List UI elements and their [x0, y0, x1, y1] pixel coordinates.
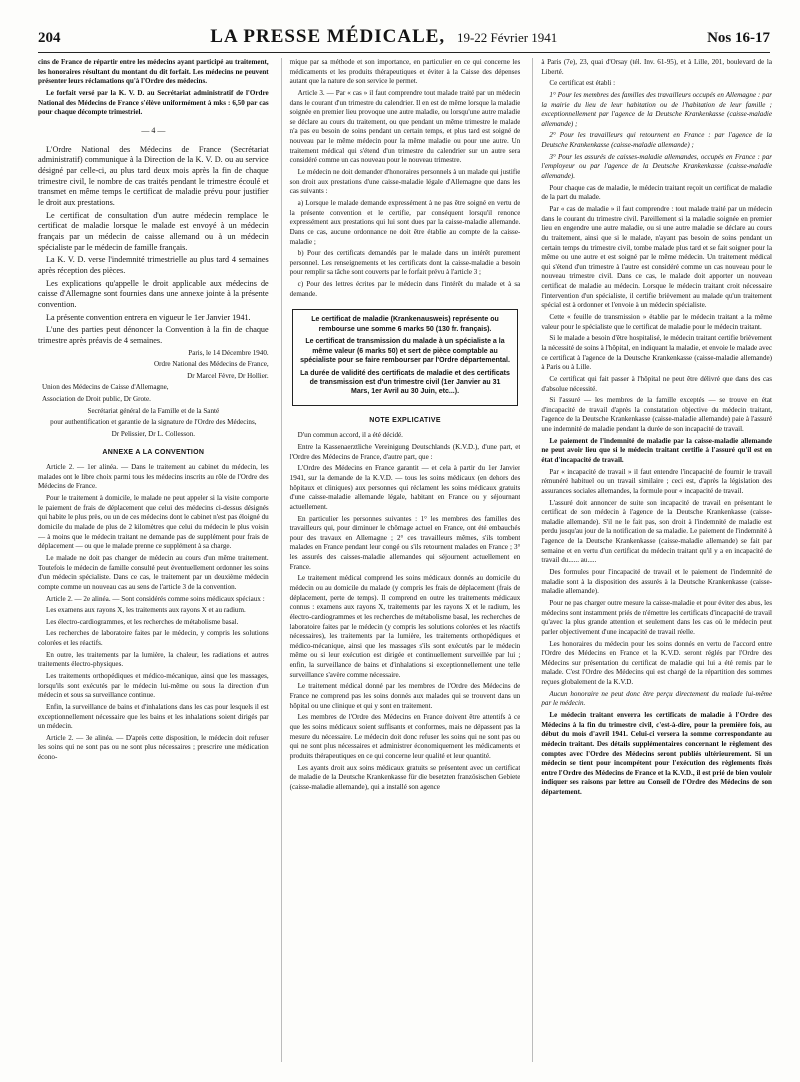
- box-line: La durée de validité des certificats de maladie et des certificats de transmission est d'un trimestre civil (1er Janvier au 31 Mars, 1er Avril au 30 Juin, etc...).: [300, 369, 510, 396]
- paragraph: Les électro-cardiogrammes, et les recherches de métabolisme basal.: [46, 617, 239, 626]
- paragraph: à Paris (7e), 23, quai d'Orsay (tél. Inv. 61-95), et à Lille, 201, boulevard de la Liberté.: [541, 58, 773, 76]
- paragraph: Article 2. — 1er alinéa. — Dans le traitement au cabinet du médecin, les malades ont le libre choix parmi tous les médecins inscrits au rôle de l'Ordre des Médecins de France.: [38, 463, 269, 491]
- paragraph: Pour le traitement à domicile, le malade ne peut appeler si la visite comporte le paiement de frais de déplacement que celui des médecins ci-dessus désignés qui habite le plus près, ou un de ces médecins dont le cabinet n'est pas éloigné du domicile du malade de plus de 2 kilomètres que celui du médecin le plus voisin — à moins que le médecin traitant ne demande pas de supplément pour frais de déplacement — ou que le malade prenne ce supplément à sa charge.: [38, 494, 269, 551]
- paragraph: Le malade ne doit pas changer de médecin au cours d'un même traitement. Toutefois le médecin de famille consulté peut éventuellement ordonner les soins d'un médecin spécialiste. Dans ce cas, le traitement par un deuxième médecin compte comme un nouveau cas au sens de l'article 3 de la convention.: [38, 553, 269, 591]
- paragraph: L'Ordre des Médecins en France garantit — et cela à partir du 1er Janvier 1941, sur la demande de la K.V.D. — tous les soins médicaux (en dehors des hôpitaux et cliniques) aux personnes qui réclament les soins médicaux gratuits d'une caisse-maladie allemande légale, habitant en France ou y séjournant actuellement.: [289, 464, 521, 511]
- column-2: [281, 58, 521, 1062]
- paragraph: Les traitements orthopédiques et médico-mécanique, ainsi que les massages, lorsqu'ils sont exécutés par le médecin lui-même ou sous la direction d'un médecin et sous sa surveillance continue.: [38, 671, 269, 700]
- note-heading: NOTE EXPLICATIVE: [369, 416, 441, 424]
- paragraph: Le certificat de consultation d'un autre médecin remplace le certificat de maladie lorsque le malade est envoyé à un médecin français par un médecin de caisse allemand ou à un médecin spécialiste par le médecin de famille français.: [38, 210, 269, 252]
- paragraph: Pour ne pas charger outre mesure la caisse-maladie et pour éviter des abus, les médecins sont instamment priés de n'émettre les certificats d'incapacité de travail qu'avec la plus grande attention et seulement dans les cas où le médecin peut parler objectivement d'une incapacité de travail réelle.: [541, 598, 773, 636]
- signature-names: Dr Marcel Fèvre, Dr Hollier.: [187, 371, 269, 380]
- place-date: Paris, le 14 Décembre 1940.: [188, 348, 269, 357]
- paragraph: Article 3. — Par « cas » il faut comprendre tout malade traité par un médecin dans le courant d'un trimestre du calendrier. Il en est de même lorsque la maladie soignée en premier lieu provoque une autre maladie, ou lorsqu'une autre maladie se déclare au cours du traitement, ou que pendant un même trimestre le malade n'a pas eu besoin de soins pendant un certain temps, et plus tard est soigné de nouveau par le même médecin pour la même maladie ou pour une autre. Un traitement médical qui s'étend d'un trimestre du calendrier sur un autre sera considéré comme un cas nouveau pour le nouveau trimestre.: [289, 88, 521, 165]
- signature-org: Secrétariat général de la Famille et de la Santé: [87, 406, 220, 415]
- paragraph: Ce certificat qui fait passer à l'hôpital ne peut être délivré que dans des cas d'absolue nécessité.: [541, 374, 773, 393]
- journal-name: LA PRESSE MÉDICALE,: [210, 26, 446, 47]
- paragraph: Par « incapacité de travail » il faut entendre l'incapacité de fournir le travail rémunéré habituel ou un travail similaire ; ceci est, d'après la législation des assurances sociales allemandes, la formule pour « incapacité de travail.: [541, 467, 773, 495]
- paragraph: 2° Pour les travailleurs qui retournent en France : par l'agence de la Deutsche Krankenkasse (caisse-maladie allemande) ;: [541, 131, 773, 150]
- paragraph: 1° Pour les membres des familles des travailleurs occupés en Allemagne : par la mairie du lieu de leur habitation ou de l'habitation de leur famille ; exceptionnellement par l'agence de la Deutsche Krankenkasse (caisse-maladie allemande) ;: [541, 90, 773, 128]
- paragraph: 3° Pour les assurés de caisses-maladie allemandes, occupés en France : par l'employeur ou par l'agence de la Deutsche Krankenkasse (caisse-maladie allemande).: [541, 152, 773, 181]
- paragraph: Le médecin traitant enverra les certificats de maladie à l'Ordre des Médecins à la fin du trimestre civil, c'est-à-dire, pour la première fois, au début du mois d'avril 1941. Celui-ci versera la somme correspondante au médecin traitant. Des détails supplémentaires concernant le règlement des comptes avec l'Ordre des Médecins seront publiés ultérieurement. Si un médecin se tient pour incompétent pour l'exécution des règlements fixés entre l'Ordre des Médecins de France et la K.V.D., il est prié de bien vouloir indiquer ses raisons par lettre au Conseil de l'Ordre des Médecins de son département.: [541, 711, 773, 797]
- paragraph: Des formules pour l'incapacité de travail et le paiement de l'indemnité de maladie sont à la disposition des assurés à la Deutsche Krankenkasse (caisse-maladie allemande).: [541, 568, 773, 596]
- signature-org: Ordre National des Médecins de France,: [154, 360, 269, 369]
- paragraph: En particulier les personnes suivantes : 1° les membres des familles des travailleurs qui, pour diminuer le chômage actuel en France, ont été embauchés pour des travaux en Allemagne ; 2° ces travailleurs mêmes, s'ils tombent malades en France pendant leur congé ou s'ils retournent malades en France ; 3° les assurés des caisses-maladie allemandes qui séjournent actuellement en France.: [289, 514, 521, 571]
- journal-title: [210, 26, 557, 48]
- paragraph: Le forfait versé par la K. V. D. au Secrétariat administratif de l'Ordre National des Médecins de France s'élève uniformément à mks : 6,50 par cas pour chaque décompte trimestriel.: [38, 88, 269, 117]
- paragraph: En outre, les traitements par la lumière, la chaleur, les radiations et autres traitements électro-physiques.: [38, 650, 269, 669]
- certificate-notice-box: [292, 309, 519, 406]
- paragraph: Les examens aux rayons X, les traitements aux rayons X et au radium.: [46, 606, 246, 615]
- column-1: [38, 58, 269, 1062]
- paragraph: L'assuré doit annoncer de suite son incapacité de travail en présentant le certificat de son médecin à l'agence de la Deutsche Krankenkasse (caisse-maladie allemande). S'il ne le fait pas, son droit à l'indemnité de maladie est perdu jusqu'au jour de la notification de sa maladie. Le paiement de l'indemnité à l'agence de la Deutsche Krankenkasse (caisse-maladie allemande) se fait par semaine et en vertu d'un certificat du médecin traitant qu'il y a en incapacité de travail du...... au.....: [541, 498, 773, 565]
- paragraph: Les honoraires du médecin pour les soins donnés en vertu de l'accord entre l'Ordre des Médecins en France et la K.V.D. seront réglés par l'Ordre des Médecins sur présentation du certificat de maladie qui lui a été remis par le malade. C'est l'Ordre des Médecins qui est chargé de la répartition des sommes reçues globalement de la K.V.D.: [541, 639, 773, 687]
- annex-heading: ANNEXE A LA CONVENTION: [102, 448, 205, 456]
- paragraph: cins de France de répartir entre les médecins ayant participé au traitement, les honoraires résultant du montant du dit forfait. Les médecins ne peuvent présenter leurs réclamations qu'à l'Ordre des médecins.: [38, 58, 269, 86]
- page-number: 204: [38, 30, 61, 46]
- box-line: Le certificat de maladie (Krankenausweis) représente ou rembourse une somme 6 marks 50 (130 fr. français).: [311, 316, 499, 333]
- issue-date: 19-22 Février 1941: [456, 30, 558, 45]
- paragraph: La K. V. D. verse l'indemnité trimestrielle au plus tard 4 semaines après réception des pièces.: [38, 255, 269, 275]
- paragraph: Pour chaque cas de maladie, le médecin traitant reçoit un certificat de maladie de la part du malade.: [541, 183, 773, 202]
- paragraph: Enfin, la surveillance de bains et d'inhalations dans les cas pour lesquels il est exceptionnellement nécessaire que les bains et les inhalations soient dirigés par un médecin.: [38, 702, 269, 731]
- paragraph: Le traitement médical donné par les membres de l'Ordre des Médecins de France ne comprend pas les soins donnés aux malades qui se trouvent dans un hôpital ou une clinique et qui y sont en traitement.: [289, 682, 521, 710]
- paragraph: Les explications qu'appelle le droit applicable aux médecins de caisse d'Allemagne sont fournies dans une annexe jointe à la présente convention.: [38, 278, 269, 309]
- paragraph: Aucun honoraire ne peut donc être perçu directement du malade lui-même par le médecin.: [541, 689, 773, 708]
- paragraph: Ce certificat est établi :: [549, 79, 616, 88]
- paragraph: Par « cas de maladie » il faut comprendre : tout malade traité par un médecin dans le courant du trimestre civil. Pareillement si la maladie soignée en premier lieu en engendre une autre maladie, ou si une autre maladie se déclare au cours du traitement, ainsi que si le malade, n'ayant pas besoin de soins pendant un certain temps du trimestre civil, tombe malade plus tard et se fait soigner pour la même ou une autre et est soigné par le même médecin. Un traitement médical qui s'étend d'un trimestre à l'autre est considéré comme un cas nouveau pour le nouveau trimestre civil. Dans ce cas, le malade doit apporter un nouveau certificat de maladie au médecin. Lorsque le médecin traitant croit nécessaire l'intervention d'un spécialiste, il certifie brièvement au malade qu'un traitement spécial est à ordonner et l'envoie à un médecin spécialiste.: [541, 204, 773, 310]
- paragraph: a) Lorsque le malade demande expressément à ne pas être soigné en vertu de la présente convention et le certifie, par conséquent lorsqu'il renonce expressément aux prestations qui lui sont dues par la caisse-maladie allemande. Dans ce cas, aucune ordonnance ne doit être établie au compte de la caisse-maladie ;: [289, 198, 521, 246]
- paragraph: Le paiement de l'indemnité de maladie par la caisse-maladie allemande ne peut avoir lieu que si le médecin traitant certifie à l'assuré qu'il est en état d'incapacité de travail.: [541, 436, 773, 464]
- paragraph: b) Pour des certificats demandés par le malade dans un intérêt purement personnel. Les renseignements et les certificats dont la caisse-maladie a besoin pour remplir sa tâche sont couverts par le forfait prévu à l'article 3 ;: [289, 249, 521, 277]
- paragraph: La présente convention entrera en vigueur le 1er Janvier 1941.: [46, 312, 251, 322]
- paragraph: c) Pour des lettres écrites par le médecin dans l'intérêt du malade et à sa demande.: [289, 280, 521, 298]
- paragraph: Si le malade a besoin d'être hospitalisé, le médecin traitant certifie brièvement la nécessité de soins à l'hôpital, en indiquant la maladie, et envoie le malade avec ce certificat à l'agence de la Deutsche Krankenkasse (caisse-maladie allemande) à Paris ou à Lille.: [541, 334, 773, 372]
- paragraph: Le médecin ne doit demander d'honoraires personnels à un malade qui justifie son droit aux prestations d'une caisse-maladie légale d'Allemagne que dans les cas suivants :: [289, 168, 521, 196]
- issue-number: Nos 16-17: [707, 30, 770, 46]
- section-separator: — 4 —: [141, 125, 166, 135]
- paragraph: Les membres de l'Ordre des Médecins en France doivent être attentifs à ce que les soins médicaux soient suffisants et conformes, mais ne dépassent pas la mesure du nécessaire. Le médecin doit donc refuser les soins qui ne sont pas ou qui ne sont plus nécessaires et administrer économiquement les médicaments et produits thérapeutiques en ce qui concerne leur qualité et leur quantité.: [289, 713, 521, 760]
- paragraph: D'un commun accord, il a été décidé.: [297, 431, 403, 440]
- signature-text: pour authentification et garantie de la signature de l'Ordre des Médecins,: [50, 418, 257, 427]
- signature-org: Union des Médecins de Caisse d'Allemagne,: [42, 383, 169, 392]
- paragraph: Les recherches de laboratoire faites par le médecin, y compris les solutions colorées et les réactifs.: [38, 629, 269, 648]
- paragraph: Le traitement médical comprend les soins médicaux donnés au domicile du médecin ou au domicile du malade (y compris les frais de déplacement (frais de déplacement, perte de temps). Il comprend en outre les traitements médicaux connus : examens aux rayons X, traitements par les rayons X et le radium, les électro-cardiogrammes et les recherches de métabolisme basal, les recherches de laboratoire faites par le médecin (y compris les solutions colorées et les réactifs nécessaires), les traitements par la lumière, les traitements orthopédiques et médico-mécanique, ainsi que les massages s'ils sont exécutés par le médecin même ou si leur exécution est dirigée et continuellement surveillée par lui ; enfin, la surveillance de bains et d'inhalations si exceptionnellement une telle surveillance s'avère comme nécessaire.: [289, 574, 521, 679]
- paragraph: Article 2. — 2e alinéa. — Sont considérés comme soins médicaux spéciaux :: [46, 594, 265, 603]
- box-line: Le certificat de transmission du malade à un spécialiste a la même valeur (6 marks 50) et sert de pièce comptable au spécialiste pour se faire rembourser par l'Ordre départemental.: [300, 338, 510, 365]
- paragraph: Cette « feuille de transmission » établie par le médecin traitant a la même valeur pour le spécialiste que le certificat de maladie pour le médecin traitant.: [541, 313, 773, 331]
- paragraph: L'une des parties peut dénoncer la Convention à la fin de chaque trimestre après préavis de 4 semaines.: [38, 325, 269, 345]
- page-header: [38, 26, 770, 53]
- paragraph: Les ayants droit aux soins médicaux gratuits se présentent avec un certificat de maladie de la Deutsche Krankenkasse für die besetzten französischen Gebiete (caisse-maladie allemande), qui a installé son agence: [289, 763, 521, 791]
- paragraph: Si l'assuré — les membres de la famille exceptés — se trouve en état d'incapacité de travail d'après la constatation objective du médecin traitant, l'agence de la Deutsche Krankenkasse (caisse-maladie allemande) paie à l'assuré une indemnité de maladie pendant la durée de son incapacité de travail.: [541, 396, 773, 434]
- column-3: [532, 58, 772, 1062]
- paragraph: Entre la Kassenaerztliche Vereinigung Deutschlands (K.V.D.), d'une part, et l'Ordre des Médecins de France, d'autre part, que :: [289, 443, 521, 461]
- signature-names: Association de Droit public, Dr Grote.: [42, 395, 151, 404]
- columns: [38, 58, 772, 1062]
- paragraph: L'Ordre National des Médecins de France (Secrétariat administratif) communique à la Direction de la K. V. D. ou au service désigné par celle-ci, au plus tard deux mois après la fin de chaque trimestre civil, le nombre de cas traités pendant le trimestre écoulé et transmet en même temps le certificat de maladie prévu pour justifier le droit aux prestations.: [38, 144, 269, 207]
- paragraph: Article 2. — 3e alinéa. — D'après cette disposition, le médecin doit refuser les soins qui ne sont pas ou ne sont plus nécessaires ; prescrire une médication écono-: [38, 733, 269, 762]
- signature-names: Dr Pelissier, Dr L. Collesson.: [111, 430, 196, 439]
- paragraph: mique par sa méthode et son importance, en particulier en ce qui concerne les médicaments et les produits thérapeutiques et éviter à la Caisse des dépenses autant que la nature de son service le permet.: [289, 58, 521, 86]
